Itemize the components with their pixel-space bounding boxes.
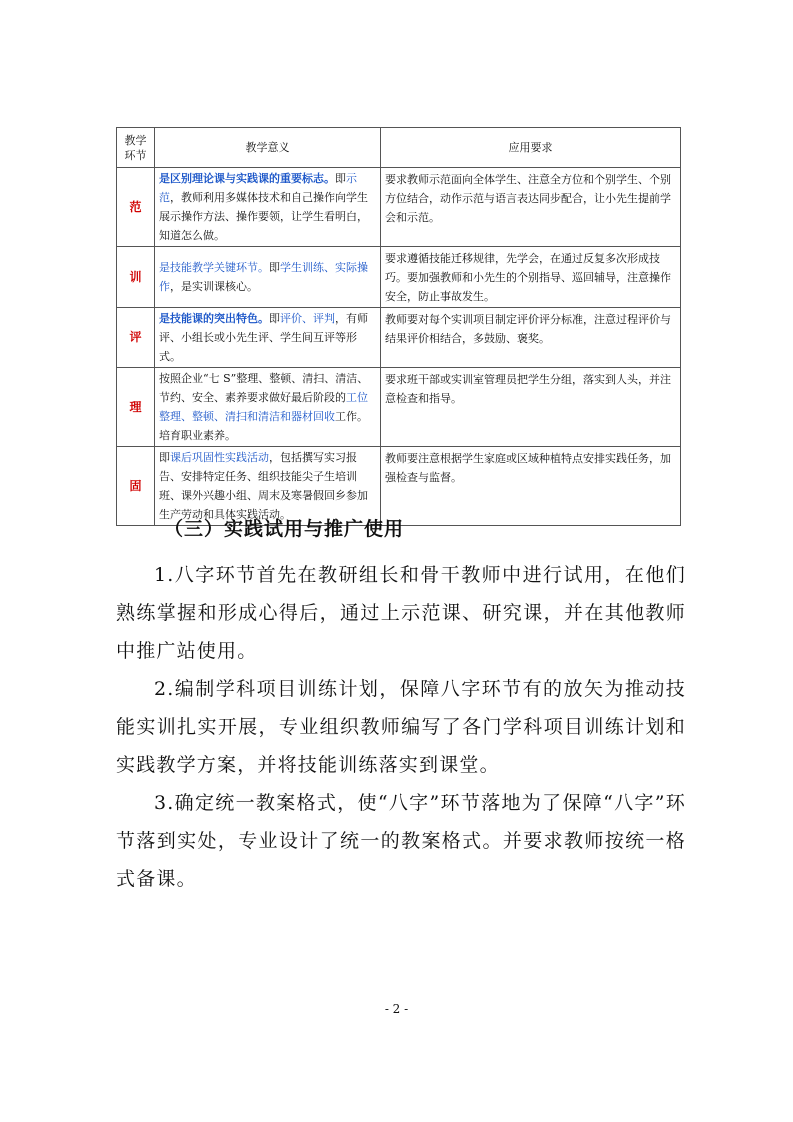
requirement-cell: 要求教师示范面向全体学生、注意全方位和个别学生、个别方位结合，动作示范与语言表达同步配合，让小先生提前学会和示范。 [381, 168, 681, 247]
stage-cell: 理 [117, 368, 155, 447]
paragraph-1: 1.八字环节首先在教研组长和骨干教师中进行试用，在他们熟练掌握和形成心得后，通过上示范课、研究课，并在其他教师中推广站使用。 [116, 564, 686, 662]
plain-text: 即 [159, 451, 170, 464]
plain-text: 按照企业“七 S”整理、整顿、清扫、清洁、节约、安全、素养要求做好最后阶段的 [159, 372, 369, 404]
plain-text: ，包括撰写实习报告、安排特定任务、组织技能尖子生培训班、课外兴趣小组、周末及寒暑假回乡参加生产劳动和具体实践活动。 [159, 451, 368, 521]
plain-text: 即 [269, 261, 280, 274]
stage-cell: 评 [117, 308, 155, 368]
plain-text: 即 [269, 312, 280, 325]
plain-text: ，是实训课核心。 [170, 280, 258, 293]
meaning-cell [155, 308, 381, 368]
meaning-cell [155, 168, 381, 247]
teaching-stages-table [116, 127, 681, 526]
section-heading: （三）实践试用与推广使用 [164, 518, 405, 540]
stage-cell: 固 [117, 447, 155, 526]
header-meaning: 教学意义 [155, 128, 381, 168]
plain-text: 工作。培育职业素养。 [159, 410, 368, 442]
table-row [117, 168, 681, 247]
highlighted-text: 学生训练、实际操作 [159, 261, 368, 293]
page-number: - 2 - [384, 1002, 409, 1016]
header-requirement: 应用要求 [381, 128, 681, 168]
stage-cell: 训 [117, 247, 155, 308]
meaning-cell [155, 247, 381, 308]
highlighted-text: 工位整理、整顿、清扫和清洁和器材回收 [159, 391, 368, 423]
plain-text: ，教师利用多媒体技术和自己操作向学生展示操作方法、操作要领，让学生看明白，知道怎么做。 [159, 191, 368, 242]
requirement-cell: 教师要对每个实训项目制定评价评分标准，注意过程评价与结果评价相结合，多鼓励、褒奖。 [381, 308, 681, 368]
requirement-cell: 要求遵循技能迁移规律，先学会，在通过反复多次形成技巧。要加强教师和小先生的个别指导、巡回辅导，注意操作安全，防止事故发生。 [381, 247, 681, 308]
paragraph-2: 2.编制学科项目训练计划，保障八字环节有的放矢为推动技能实训扎实开展，专业组织教师编写了各门学科项目训练计划和实践教学方案，并将技能训练落实到课堂。 [116, 678, 686, 776]
plain-text: 即 [335, 172, 346, 185]
plain-text: ，有师评、小组长或小先生评、学生间互评等形式。 [159, 312, 368, 363]
highlighted-text: 评价、评判 [280, 312, 335, 325]
header-stage: 教学 环节 [117, 128, 155, 168]
table-row [117, 247, 681, 308]
paragraph-3: 3.确定统一教案格式，使“八字”环节落地为了保障“八字”环节落到实处，专业设计了统一的教案格式。并要求教师按统一格式备课。 [116, 792, 686, 890]
table-row [117, 368, 681, 447]
highlighted-text: 是技能课的突出特色。 [159, 312, 269, 325]
highlighted-text: 是技能教学关键环节。 [159, 261, 269, 274]
meaning-cell [155, 368, 381, 447]
table-row [117, 308, 681, 368]
stage-cell: 范 [117, 168, 155, 247]
table-header-row [117, 128, 681, 168]
requirement-cell: 要求班干部或实训室管理员把学生分组，落实到人头，并注意检查和指导。 [381, 368, 681, 447]
highlighted-text: 是区别理论课与实践课的重要标志。 [159, 172, 335, 185]
requirement-cell: 教师要注意根据学生家庭或区域种植特点安排实践任务，加强检查与监督。 [381, 447, 681, 526]
highlighted-text: 课后巩固性实践活动 [170, 451, 269, 464]
highlighted-text: 示范 [159, 172, 357, 204]
